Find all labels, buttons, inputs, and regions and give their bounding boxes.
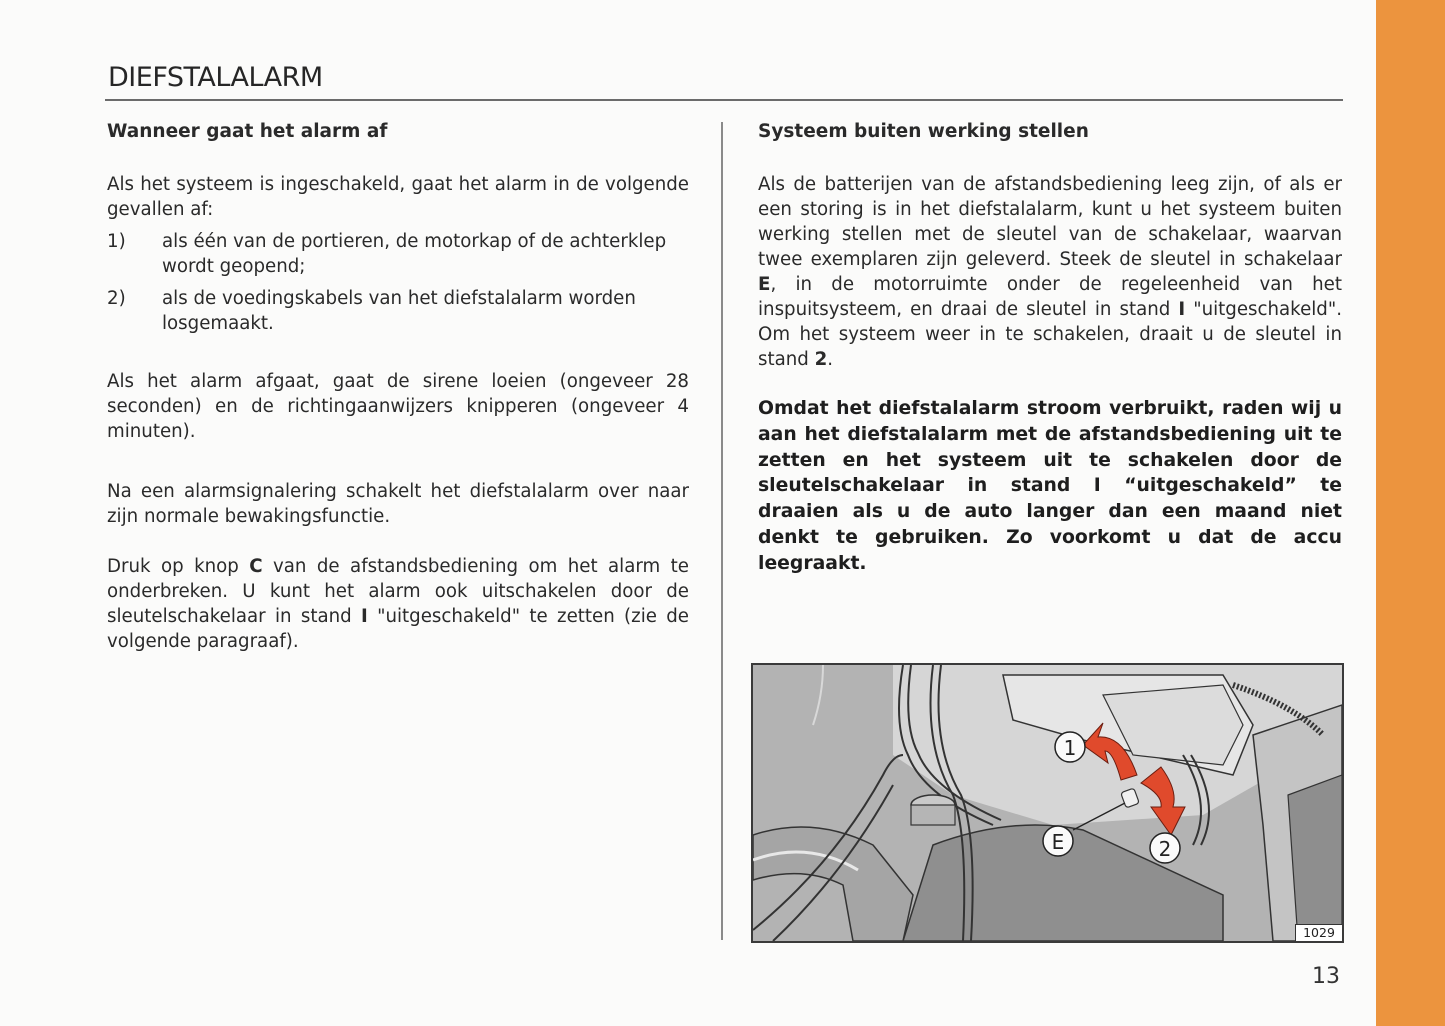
disable-paragraph (758, 172, 1342, 372)
switch-e-ref: E (758, 274, 771, 295)
position-1-ref: I (361, 606, 368, 627)
list-item (107, 286, 689, 336)
list-number: 2) (107, 288, 126, 309)
text-run: , in de motorruimte onder de regeleenheid van het inspuitsysteem, en draai de sleutel in stand (758, 274, 1342, 320)
position-1-ref: I (1178, 299, 1186, 320)
left-column (107, 118, 689, 654)
list-item (107, 229, 689, 279)
svg-text:E: E (1051, 830, 1065, 854)
text-run: "uitgeschakeld" te zetten (zie de volgende paragraaf). (107, 606, 689, 652)
title-rule (105, 99, 1343, 101)
text-run: Druk op knop (107, 556, 250, 577)
section-heading-disable-system: Systeem buiten werking stellen (758, 121, 1089, 142)
after-alarm-paragraph: Na een alarmsignalering schakelt het diefstalalarm over naar zijn normale bewakingsfunctie. (107, 481, 689, 527)
callout-e (1043, 826, 1073, 856)
section-heading-alarm-triggers: Wanneer gaat het alarm af (107, 121, 388, 142)
trigger-list (107, 229, 689, 336)
chapter-tab (1376, 0, 1445, 1026)
right-column (758, 118, 1342, 577)
position-2-ref: 2 (814, 349, 828, 370)
battery-warning: Omdat het diefstalalarm stroom verbruikt, raden wij u aan het diefstalalarm met de afstandsbediening uit te zetten en het systeem uit te schakelen door de sleutelschakelaar in stand I “uitgeschakeld” te draaien als u de auto langer dan een maand niet denkt te gebruiken. Zo voorkomt u dat de accu leegraakt. (758, 398, 1342, 574)
page-title: DIEFSTALALARM (108, 62, 323, 93)
stop-alarm-paragraph (107, 554, 689, 654)
text-run: Als de batterijen van de afstandsbediening leeg zijn, of als er een storing is in het diefstalalarm, kunt u het systeem buiten werking stellen met de sleutel van de schakelaar, waarvan twee exemplaren zijn geleverd. Steek de sleutel in schakelaar (758, 174, 1342, 270)
siren-paragraph: Als het alarm afgaat, gaat de sirene loeien (ongeveer 28 seconden) en de richtingaanwijzers knipperen (ongeveer 4 minuten). (107, 371, 689, 442)
page-number: 13 (1312, 964, 1340, 989)
figure-number: 1029 (1295, 924, 1342, 941)
engine-bay-drawing (753, 665, 1342, 941)
intro-paragraph: Als het systeem is ingeschakeld, gaat het alarm in de volgende gevallen af: (107, 174, 689, 220)
svg-text:2: 2 (1158, 837, 1172, 861)
list-text: als de voedingskabels van het diefstalalarm worden losgemaakt. (162, 288, 636, 334)
callout-2 (1150, 833, 1180, 863)
text-run: "uitgeschakeld". Om het systeem weer in te schakelen, draait u de sleutel in stand (758, 299, 1343, 370)
list-number: 1) (107, 231, 126, 252)
button-c-ref: C (249, 556, 263, 577)
column-divider (721, 122, 723, 940)
callout-1 (1055, 732, 1085, 762)
text-run: . (827, 349, 834, 370)
svg-text:1: 1 (1063, 736, 1077, 760)
list-text: als één van de portieren, de motorkap of de achterklep wordt geopend; (162, 231, 667, 277)
engine-bay-illustration (751, 663, 1344, 943)
text-run: van de afstandsbediening om het alarm te onderbreken. U kunt het alarm ook uitschakelen door de sleutelschakelaar in stand (107, 556, 690, 627)
